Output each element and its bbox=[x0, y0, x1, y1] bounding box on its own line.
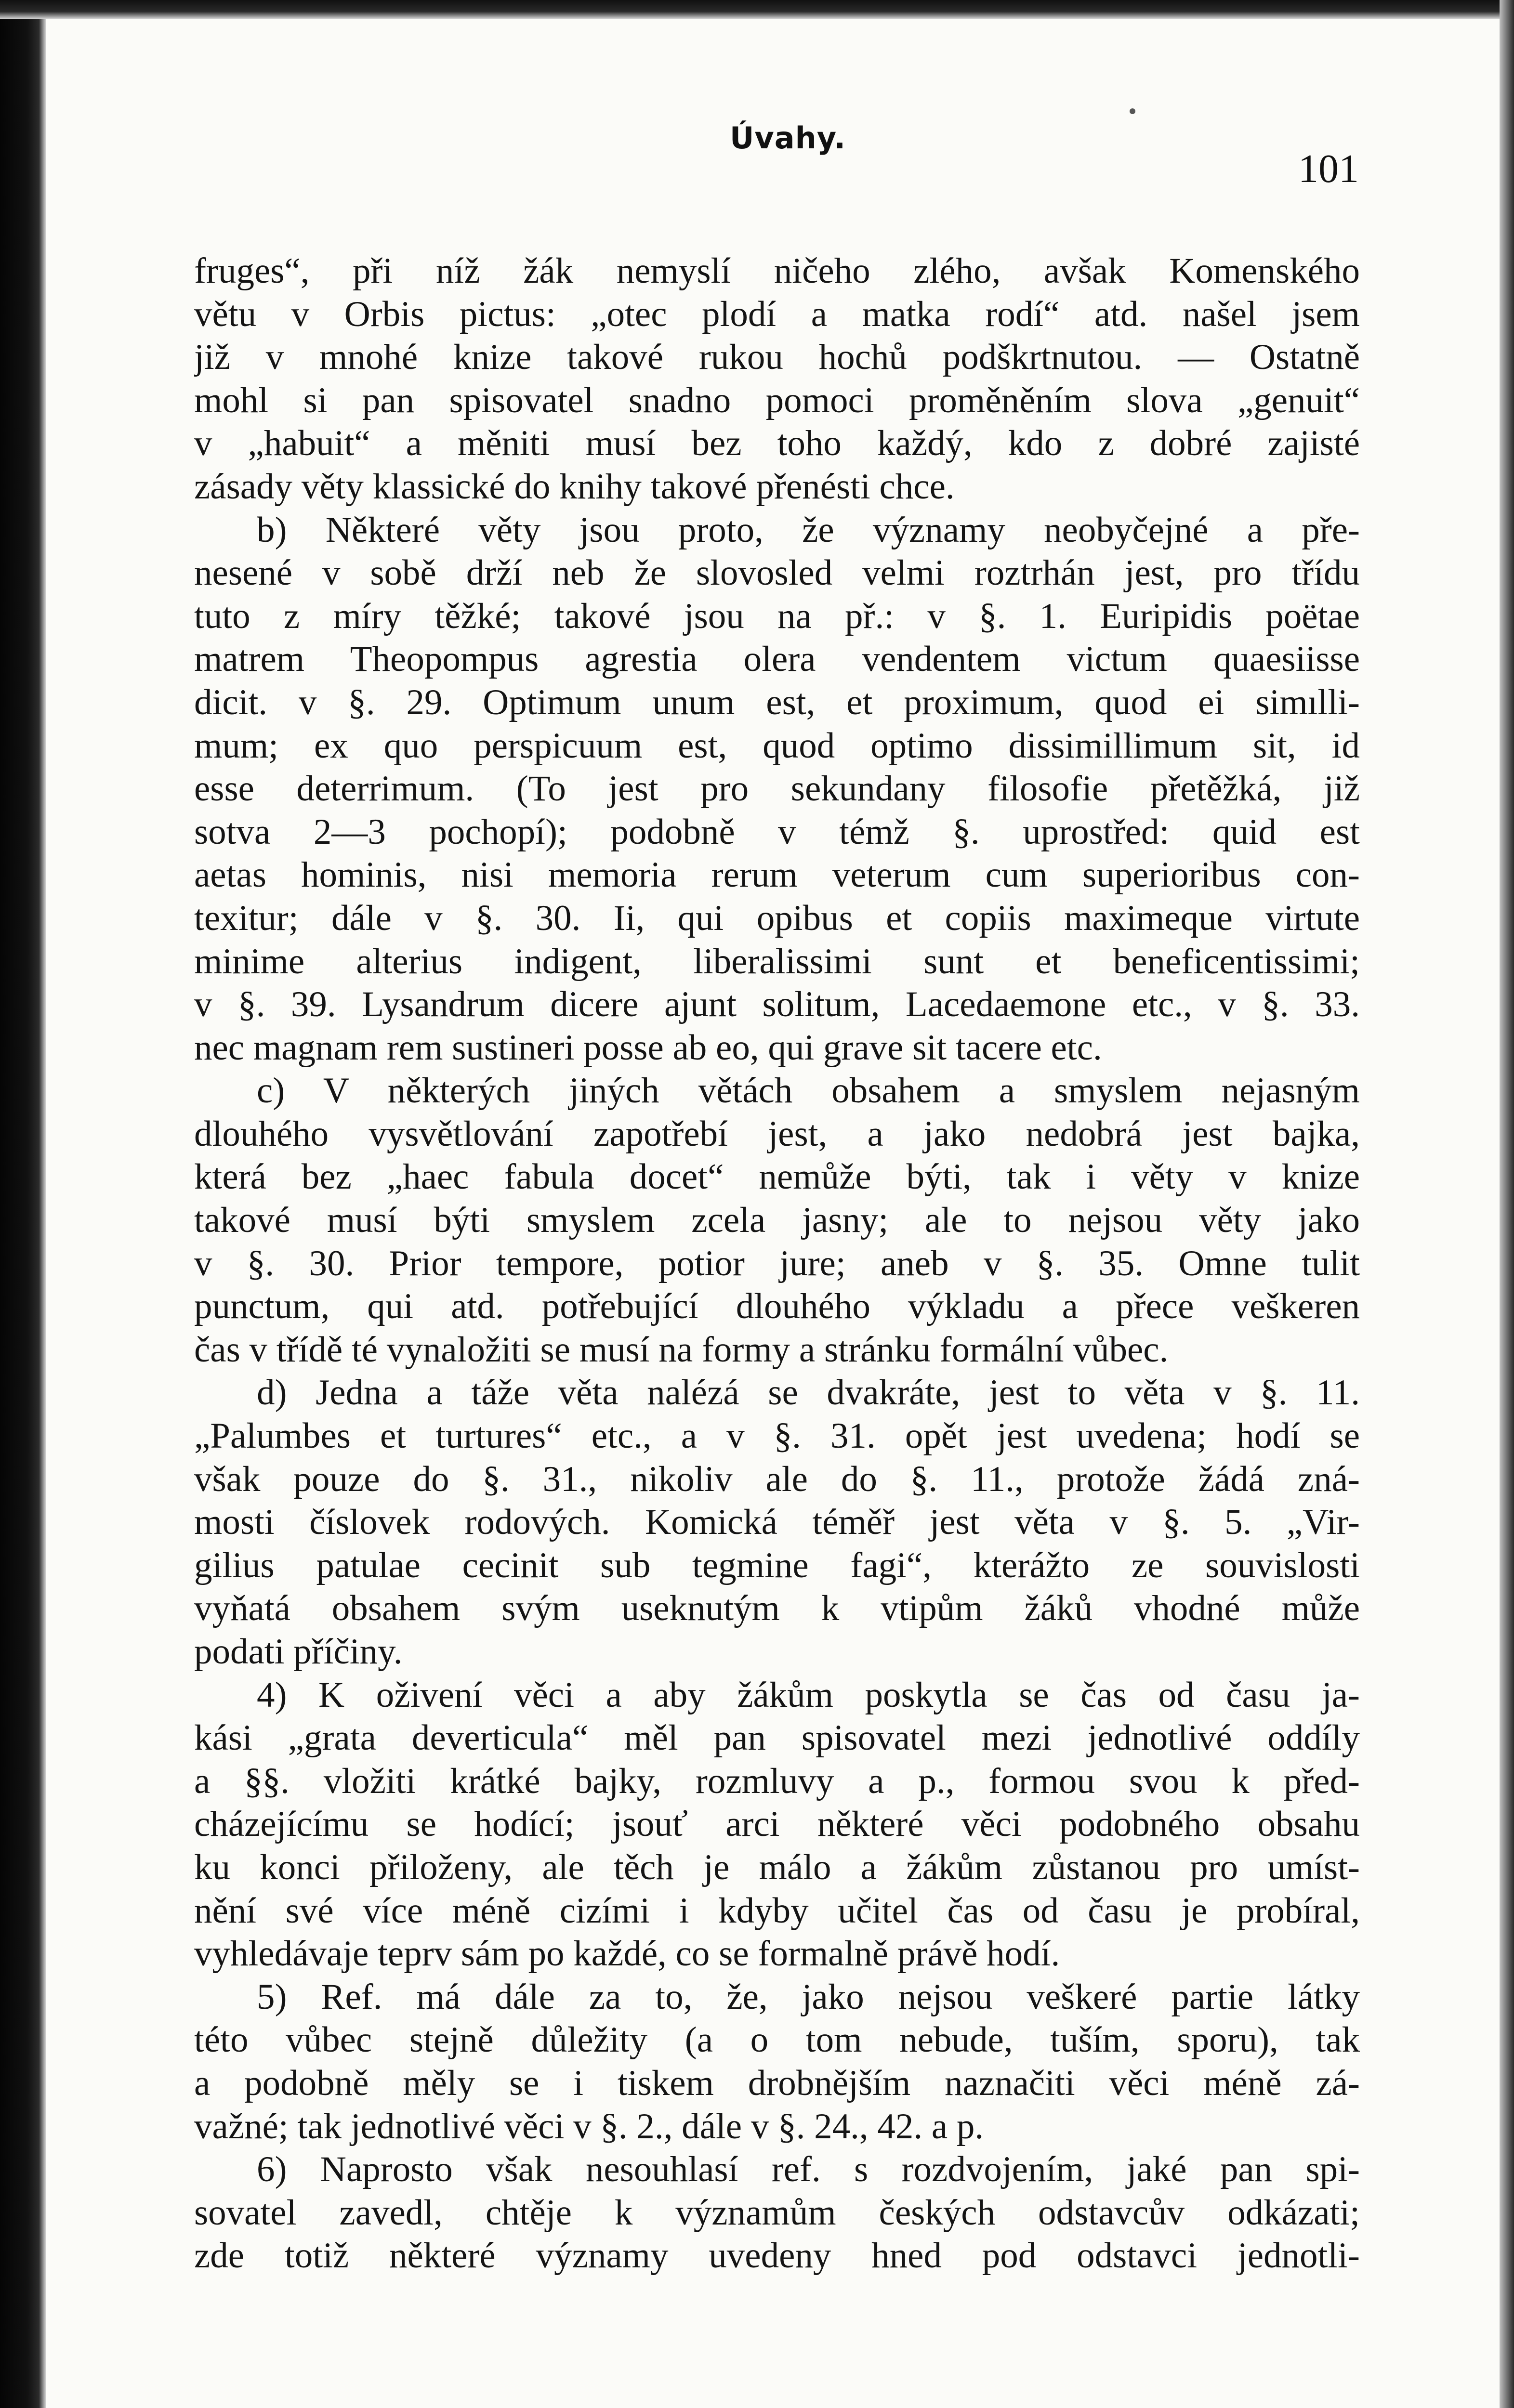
text-line: cházejícímu se hodící; jsouť arci některé věci podobného obsahu bbox=[194, 1804, 1360, 1845]
text-line: fruges“, při níž žák nemyslí ničeho zlého, avšak Komenského bbox=[194, 251, 1360, 291]
body-text bbox=[194, 249, 1360, 2277]
text-line: však pouze do §. 31., nikoliv ale do §. 11., protože žádá zná- bbox=[194, 1459, 1360, 1499]
paper-speck bbox=[1130, 108, 1135, 114]
text-line: 5) Ref. má dále za to, že, jako nejsou veškeré partie látky bbox=[257, 1976, 1360, 2017]
text-line: takové musí býti smyslem zcela jasny; ale to nejsou věty jako bbox=[194, 1200, 1360, 1241]
text-line: vyhledávaje teprv sám po každé, co se formalně právě hodí. bbox=[194, 1934, 1060, 1974]
text-line: texitur; dále v §. 30. Ii, qui opibus et copiis maximeque virtute bbox=[194, 898, 1360, 938]
text-line: 6) Naprosto však nesouhlasí ref. s rozdvojením, jaké pan spi- bbox=[257, 2149, 1360, 2190]
book-page bbox=[46, 19, 1500, 2408]
text-line: dlouhého vysvětlování zapotřebí jest, a jako nedobrá jest bajka, bbox=[194, 1113, 1360, 1154]
text-line: sovatel zavedl, chtěje k významům českých odstavcův odkázati; bbox=[194, 2192, 1360, 2233]
text-line: gilius patulae cecinit sub tegmine fagi“, kterážto ze souvislosti bbox=[194, 1545, 1360, 1585]
text-line: zde totiž některé významy uvedeny hned pod odstavci jednotli- bbox=[194, 2236, 1360, 2276]
text-line: nesené v sobě drží neb že slovosled velmi roztrhán jest, pro třídu bbox=[194, 553, 1360, 593]
text-line: větu v Orbis pictus: „otec plodí a matka rodí“ atd. našel jsem bbox=[194, 294, 1360, 334]
page-number: 101 bbox=[1298, 146, 1359, 191]
text-line: a podobně měly se i tiskem drobnějším naznačiti věci méně zá- bbox=[194, 2063, 1360, 2103]
text-line: aetas hominis, nisi memoria rerum veterum cum superioribus con- bbox=[194, 855, 1360, 895]
text-line: mosti číslovek rodových. Komická téměř jest věta v §. 5. „Vir- bbox=[194, 1502, 1360, 1543]
text-line: ku konci přiloženy, ale těch je málo a žákům zůstanou pro umíst- bbox=[194, 1847, 1360, 1887]
text-line: v „habuit“ a měniti musí bez toho každý, kdo z dobré zajisté bbox=[194, 423, 1360, 464]
text-line: této vůbec stejně důležity (a o tom nebude, tuším, sporu), tak bbox=[194, 2020, 1360, 2060]
text-line: a §§. vložiti krátké bajky, rozmluvy a p., formou svou k před- bbox=[194, 1761, 1360, 1801]
text-line: nec magnam rem sustineri posse ab eo, qui grave sit tacere etc. bbox=[194, 1027, 1102, 1068]
text-line: kási „grata deverticula“ měl pan spisovatel mezi jednotlivé oddíly bbox=[194, 1718, 1360, 1758]
text-line: „Palumbes et turtures“ etc., a v §. 31. opět jest uvedena; hodí se bbox=[194, 1416, 1360, 1456]
text-line: již v mnohé knize takové rukou hochů podškrtnutou. — Ostatně bbox=[194, 337, 1360, 378]
text-line: která bez „haec fabula docet“ nemůže býti, tak i věty v knize bbox=[194, 1157, 1360, 1197]
text-line: podati příčiny. bbox=[194, 1632, 403, 1672]
text-line: sotva 2—3 pochopí); podobně v témž §. uprostřed: quid est bbox=[194, 811, 1360, 852]
scan-border-right bbox=[1500, 0, 1514, 2408]
scan-border-top bbox=[0, 0, 1514, 19]
text-line: zásady věty klassické do knihy takové přenésti chce. bbox=[194, 466, 955, 507]
scan-border-left bbox=[0, 0, 46, 2408]
text-line: minime alterius indigent, liberalissimi sunt et beneficentissimi; bbox=[194, 941, 1360, 982]
text-line: mum; ex quo perspicuum est, quod optimo dissimillimum sit, id bbox=[194, 725, 1360, 766]
running-title: Úvahy. bbox=[730, 120, 846, 156]
text-line: 4) K oživení věci a aby žákům poskytla se čas od času ja- bbox=[257, 1675, 1360, 1715]
text-line: važné; tak jednotlivé věci v §. 2., dále v §. 24., 42. a p. bbox=[194, 2106, 984, 2146]
text-line: b) Některé věty jsou proto, že významy neobyčejné a pře- bbox=[257, 510, 1360, 550]
text-line: dicit. v §. 29. Optimum unum est, et proximum, quod ei simılli- bbox=[194, 682, 1360, 722]
text-line: punctum, qui atd. potřebující dlouhého výkladu a přece veškeren bbox=[194, 1286, 1360, 1327]
text-line: v §. 30. Prior tempore, potior jure; aneb v §. 35. Omne tulit bbox=[194, 1243, 1360, 1283]
text-line: mohl si pan spisovatel snadno pomoci proměněním slova „genuit“ bbox=[194, 380, 1360, 420]
text-line: c) V některých jiných větách obsahem a smyslem nejasným bbox=[257, 1071, 1360, 1111]
text-line: esse deterrimum. (To jest pro sekundany filosofie přetěžká, již bbox=[194, 769, 1360, 809]
text-line: d) Jedna a táže věta nalézá se dvakráte, jest to věta v §. 11. bbox=[257, 1373, 1360, 1413]
text-line: nění své více méně cizími i kdyby učitel čas od času je probíral, bbox=[194, 1890, 1360, 1931]
text-line: tuto z míry těžké; takové jsou na př.: v §. 1. Euripidis poëtae bbox=[194, 596, 1360, 636]
text-line: v §. 39. Lysandrum dicere ajunt solitum, Lacedaemone etc., v §. 33. bbox=[194, 984, 1360, 1025]
text-line: matrem Theopompus agrestia olera vendentem victum quaesiisse bbox=[194, 639, 1360, 680]
text-line: čas v třídě té vynaložiti se musí na formy a stránku formální vůbec. bbox=[194, 1329, 1169, 1370]
text-line: vyňatá obsahem svým useknutým k vtipům žáků vhodné může bbox=[194, 1588, 1360, 1629]
